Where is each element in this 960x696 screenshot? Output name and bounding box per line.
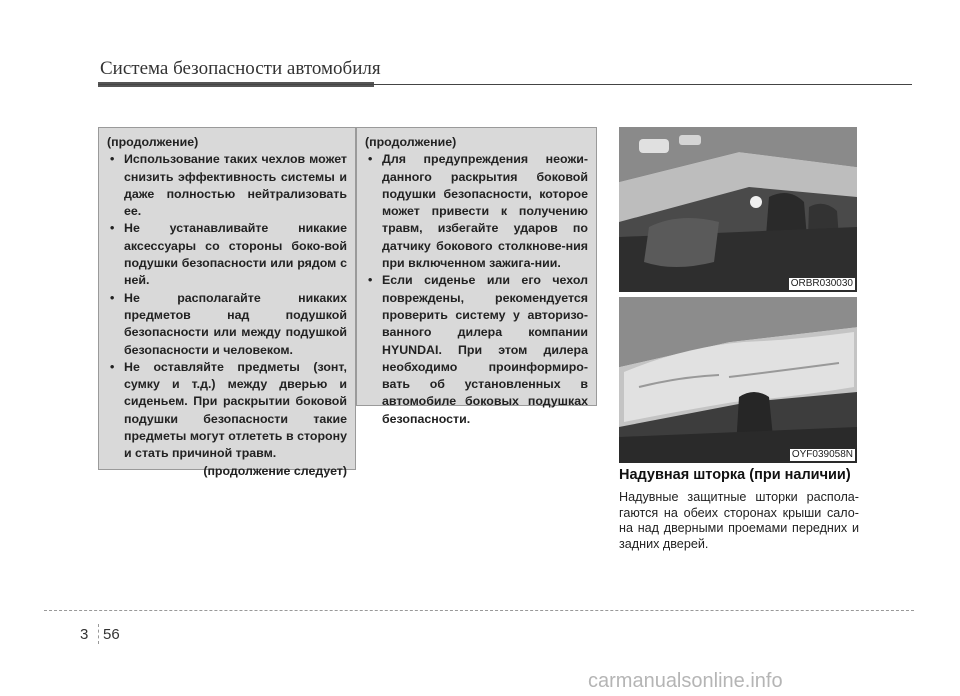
warning-list	[107, 151, 347, 462]
warning-box-heading: (продолжение)	[365, 135, 457, 149]
watermark-text: carmanualsonline.info	[588, 670, 783, 692]
curtain-airbag-deployed-photo	[619, 297, 857, 463]
warning-item: • Использование таких чехлов может снизить эффективность системы и даже полностью нейтрализовать ее.	[107, 151, 347, 220]
section-heading: Надувная шторка (при наличии)	[619, 467, 851, 483]
car-interior-illustration	[619, 127, 857, 292]
warning-item: • Не оставляйте предметы (зонт, сумку и т.д.) между дверью и сиденьем. При раскрытии боковой подушки безопасности такие предметы могут отлететь в сторону и стать причиной травм.	[107, 359, 347, 463]
warning-item: • Не устанавливайте никакие аксессуары со стороны боко-вой подушки безопасности или рядом с ней.	[107, 220, 347, 289]
header-rule	[98, 84, 912, 85]
continued-note: (продолжение следует)	[203, 463, 347, 478]
footer-rule	[44, 610, 914, 611]
side-airbag-interior-photo	[619, 127, 857, 292]
page-number: 56	[103, 626, 120, 643]
photo-code-label: OYF039058N	[791, 449, 853, 460]
section-body-text: Надувные защитные шторки распола-гаются на обеих сторонах крыши сало-на над дверными проемами передних и задних дверей.	[619, 490, 859, 551]
photo-code-label: ORBR030030	[790, 278, 853, 289]
warning-list	[365, 151, 588, 428]
warning-box-heading: (продолжение)	[107, 135, 199, 149]
page-header-title: Система безопасности автомобиля	[100, 58, 381, 79]
warning-box-middle	[356, 127, 597, 426]
warning-box-left	[98, 127, 356, 478]
warning-item: • Не располагайте никаких предметов над подушкой безопасности или между подушкой безопасности и человеком.	[107, 290, 347, 359]
page-number-divider	[98, 624, 99, 644]
chapter-number: 3	[80, 626, 89, 643]
curtain-airbag-illustration	[619, 297, 857, 463]
warning-item: • Для предупреждения неожи-данного раскрытия боковой подушки безопасности, которое может привести к получению травм, избегайте ударов по датчику бокового столкнове-ния при включенном зажига-нии.	[365, 151, 588, 272]
warning-item: • Если сиденье или его чехол повреждены, рекомендуется проверить систему у авторизо-ванного дилера компании HYUNDAI. При этом дилера необходимо проинформиро-вать об установленных в автомобиле боковых подушках безопасности.	[365, 272, 588, 428]
